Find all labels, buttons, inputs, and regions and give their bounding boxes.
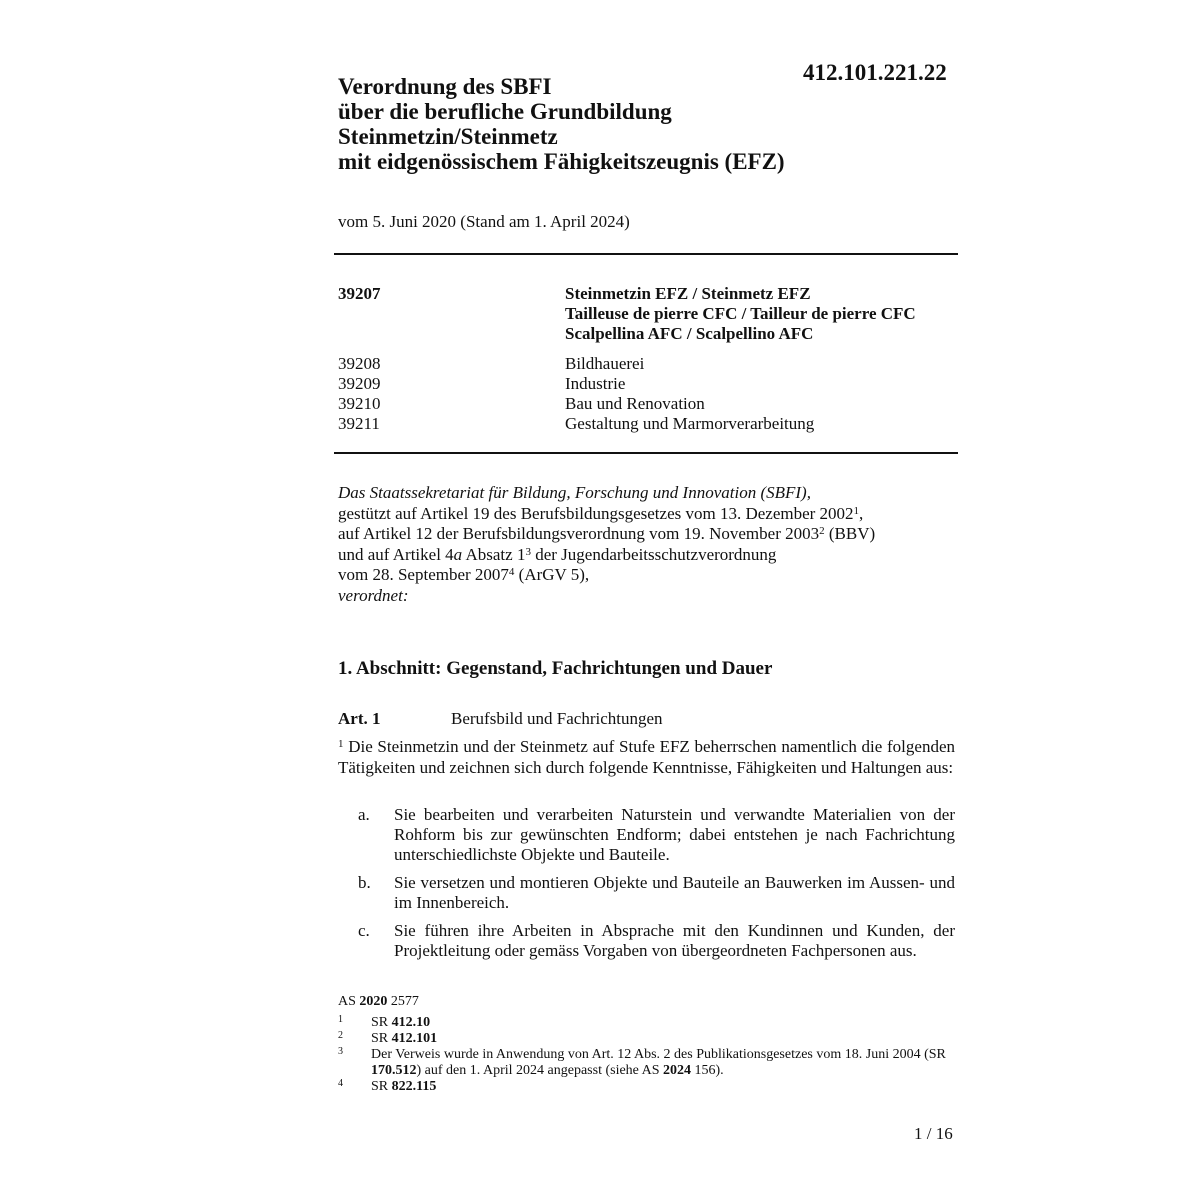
code-number: 39209 [338,374,381,393]
footnote [338,1079,948,1095]
official-collection-ref [338,994,419,1010]
footnote-number: 3 [338,1046,343,1057]
title-line: Steinmetzin/Steinmetz [338,124,558,149]
code-name: Industrie [565,374,626,393]
article-header [338,709,663,729]
legal-basis-line [338,524,958,545]
preamble [338,483,958,606]
footnote [338,1015,948,1031]
legal-basis-text: (BBV) [824,524,876,543]
code-name: Gestaltung und Marmorverarbeitung [565,414,815,433]
code-row [338,374,958,394]
list-letter: c. [358,921,370,940]
paragraph-text: Die Steinmetzin und der Steinmetz auf Stufe EFZ beherrschen namentlich die folgenden Tätigkeiten und zeichnen sich durch folgende Kenntnisse, Fähigkeiten und Haltungen aus: [338,737,955,777]
paragraph-number: 1 [338,738,344,750]
legal-basis-text: gestützt auf Artikel 19 des Berufsbildungsgesetzes vom 13. Dezember 2002 [338,503,854,523]
footnote-as-year: 2024 [663,1063,692,1078]
legal-basis-text: und auf Artikel 4 [338,544,454,564]
code-main: 39207 [338,284,381,303]
footnote-sr-link[interactable]: 170.512 [371,1063,417,1078]
footnote-text: Der Verweis wurde in Anwendung von Art. 12 Abs. 2 des Publikationsgesetzes vom 18. Juni 2004 (SR [371,1047,946,1062]
profession-name: Scalpellina AFC / Scalpellino AFC [565,324,814,343]
legal-basis-line [338,545,958,566]
table-top-rule [334,253,958,255]
code-name: Bildhauerei [565,354,645,373]
footnote-sr-link[interactable]: 412.10 [391,1015,431,1030]
code-number: 39211 [338,414,380,433]
document-title [338,74,785,174]
article-label: Art. 1 [338,709,381,728]
profession-name: Steinmetzin EFZ / Steinmetz EFZ [565,284,811,303]
legal-basis-line [338,565,958,586]
legal-basis-text: a [453,544,463,564]
table-bottom-rule [334,452,958,454]
list-item [338,805,955,865]
footnote-ref[interactable]: 1 [853,504,860,517]
code-row-main [338,284,958,344]
sr-number: 412.101.221.22 [803,60,947,85]
title-line: mit eidgenössischem Fähigkeitszeugnis (EFZ) [338,149,785,174]
date-line: vom 5. Juni 2020 (Stand am 1. April 2024) [338,212,630,231]
legal-basis-text: auf Artikel 12 der Berufsbildungsverordnung vom 19. November 2003 [338,524,820,543]
code-number: 39210 [338,394,381,413]
code-name: Bau und Renovation [565,394,705,413]
verordnet-label: verordnet: [338,585,409,605]
footnote [338,1031,948,1047]
footnote-text: ) auf den 1. April 2024 angepasst (siehe AS [416,1063,664,1078]
list-text: Sie versetzen und montieren Objekte und Bauteile an Bauwerken im Aussen- und im Innenbereich. [394,873,955,912]
legal-basis-line [338,504,958,525]
article-title: Berufsbild und Fachrichtungen [451,709,663,728]
footnote-text: SR [371,1079,392,1094]
code-row [338,354,958,374]
legal-basis-text: der Jugendarbeitsschutzverordnung [530,544,777,564]
footnote-text: SR [371,1015,392,1030]
footnote-ref[interactable]: 2 [819,525,825,537]
footnote-text: SR [371,1031,392,1046]
code-number: 39208 [338,354,381,373]
title-line: Verordnung des SBFI [338,74,552,99]
list-item [338,873,955,913]
as-prefix: AS [338,994,360,1009]
footnote-text: 156). [691,1063,724,1078]
footnote-number: 4 [338,1078,343,1089]
footnote-ref[interactable]: 3 [525,545,531,558]
legal-basis-text: , [859,503,864,523]
code-row [338,414,958,434]
footnotes [338,1015,948,1095]
legal-basis-text: (ArGV 5), [514,565,590,584]
footnote-sr-link[interactable]: 412.101 [391,1031,438,1046]
section-heading: 1. Abschnitt: Gegenstand, Fachrichtungen und Dauer [338,658,773,679]
list-text: Sie bearbeiten und verarbeiten Naturstein und verwandte Materialien von der Rohform bis zur gewünschten Endform; dabei entstehen je nach Fachrichtung unterschiedlichste Objekte und Bauteile. [394,805,955,864]
footnote-ref[interactable]: 4 [508,566,515,578]
code-row [338,394,958,414]
code-main-names [565,284,916,344]
as-page: 2577 [387,994,419,1009]
profession-name: Tailleuse de pierre CFC / Tailleur de pierre CFC [565,304,916,323]
issuing-authority: Das Staatssekretariat für Bildung, Forschung und Innovation (SBFI), [338,483,811,502]
legal-basis-text: Absatz 1 [462,544,526,564]
article-paragraph [338,737,955,778]
list-letter: b. [358,873,371,892]
footnote-sr-link[interactable]: 822.115 [391,1079,437,1094]
footnote-number: 1 [338,1014,343,1025]
footnote-number: 2 [338,1030,343,1041]
list-letter: a. [358,805,370,824]
list-text: Sie führen ihre Arbeiten in Absprache mit den Kundinnen und Kunden, der Projektleitung oder gemäss Vorgaben von übergeordneten Fachpersonen aus. [394,921,955,960]
legal-basis-text: vom 28. September 2007 [338,565,509,584]
list-item [338,921,955,961]
title-line: über die berufliche Grundbildung [338,99,672,124]
article-list [338,805,955,969]
footnote [338,1047,948,1079]
profession-code-table [338,284,958,434]
as-year: 2020 [359,994,388,1009]
page-number: 1 / 16 [914,1124,953,1143]
